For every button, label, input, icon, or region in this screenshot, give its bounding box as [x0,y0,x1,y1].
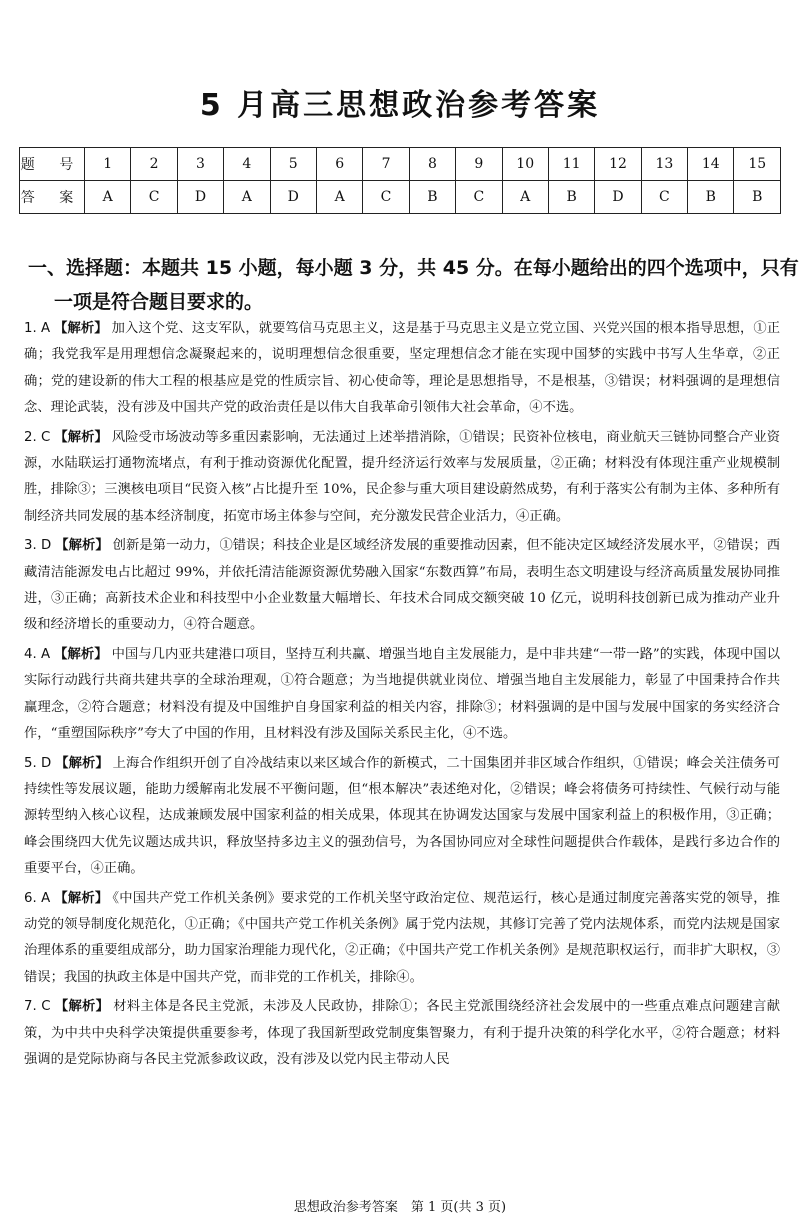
list-item [24,533,780,639]
list-item [24,316,780,422]
answer-cell: B [688,181,734,214]
answer-cell: C [131,181,177,214]
answer-table [19,147,781,214]
table-row-answers [20,181,781,214]
question-number: 5 [270,148,316,181]
question-number: 15 [734,148,781,181]
analysis-tag: 【解析】 [54,321,108,336]
answer-cell: C [363,181,409,214]
answer-cell: D [177,181,223,214]
item-text: 《中国共产党工作机关条例》要求党的工作机关坚守政治定位、规范运行，核心是通过制度完善落实党的领导，推动党的领导制度化规范化，①正确；《中国共产党工作机关条例》属于党内法规，其修订完善了党内法规体系，而党内法规是国家治理体系的重要组成部分，助力国家治理能力现代化，②正确；《中国共产党工作机关条例》是规范职权运行，而非扩大职权，③错误；我国的执政主体是中国共产党，而非党的工作机关，排除④。 [24,890,780,985]
item-number: 6. A [24,890,51,906]
answer-cell: A [85,181,131,214]
list-item [24,425,780,531]
item-number: 1. A [24,321,51,336]
answer-cell: B [548,181,594,214]
page-title: 5 月高三思想政治参考答案 [199,88,601,123]
question-number: 10 [502,148,548,181]
answer-cell: C [641,181,687,214]
item-text: 加入这个党、这支军队，就要笃信马克思主义，这是基于马克思主义是立党立国、兴党兴国的根本指导思想，①正确；我党我军是用理想信念凝聚起来的，说明理想信念很重要，坚定理想信念才能在实现中国梦的实践中书写人生华章，②正确；党的建设新的伟大工程的根基应是党的性质宗旨、初心使命等，理论是思想指导，不是根基，③错误；材料强调的是理想信念、理论武装，没有涉及中国共产党的政治责任是以伟大自我革命引领伟大社会革命，④不选。 [24,321,781,416]
explanation-list [24,316,780,1076]
answer-cell: A [316,181,362,214]
question-number: 2 [131,148,177,181]
question-number: 8 [409,148,455,181]
analysis-tag: 【解析】 [55,755,109,771]
analysis-tag: 【解析】 [54,890,109,906]
row-label-number: 题 号 [20,148,85,181]
item-text: 上海合作组织开创了自冷战结束以来区域合作的新模式，二十国集团并非区域合作组织，①错误；峰会关注债务可持续性等发展议题，能助力缓解南北发展不平衡问题，但“根本解决”表述绝对化，②错误；峰会将债务可持续性、气候行动与能源转型纳入核心议程，达成兼顾发展中国家利益的相关成果，体现其在协调发达国家与发展中国家利益上的积极作用，③正确；峰会围绕四大优先议题达成共识，释放坚持多边主义的强劲信号，为各国协同应对全球性问题提供合作载体，是践行多边合作的重要平台，④正确。 [24,755,781,877]
question-number: 12 [595,148,641,181]
list-item [24,642,780,748]
analysis-tag: 【解析】 [55,538,109,554]
question-number: 9 [456,148,502,181]
list-item [24,751,780,883]
question-number: 3 [177,148,223,181]
answer-cell: A [502,181,548,214]
item-number: 3. D [24,538,52,554]
item-text: 材料主体是各民主党派，未涉及人民政协，排除①；各民主党派围绕经济社会发展中的一些重点难点问题建言献策，为中共中央科学决策提供重要参考，体现了我国新型政党制度集智聚力，有利于提升决策的科学化水平，②符合题意；材料强调的是党际协商与各民主党派参政议政，没有涉及以党内民主带动人民 [24,999,781,1067]
analysis-tag: 【解析】 [54,646,108,662]
answer-cell: B [409,181,455,214]
row-label-answer: 答 案 [20,181,85,214]
answer-cell: C [456,181,502,214]
item-text: 风险受市场波动等多重因素影响，无法通过上述举措消除，①错误；民资补位核电，商业航天三链协同整合产业资源，水陆联运打通物流堵点，有利于推动资源优化配置，提升经济运行效率与发展质量，②正确；材料没有体现注重产业规模制胜，排除③；三澳核电项目“民资入核”占比提升至 10%，民企参与重大项目建设蔚然成势，有利于落实公有制为主体、多种所有制经济共同发展的基本经济制度，拓宽市场主体参与空间，充分激发民营企业活力，④正确。 [24,429,781,524]
question-number: 14 [688,148,734,181]
table-row-numbers [20,148,781,181]
answer-cell: B [734,181,781,214]
page-footer: 思想政治参考答案 第 1 页(共 3 页) [293,1200,507,1215]
question-number: 4 [224,148,270,181]
answer-cell: D [595,181,641,214]
question-number: 11 [548,148,594,181]
analysis-tag: 【解析】 [54,999,110,1015]
item-text: 创新是第一动力，①错误；科技企业是区域经济发展的重要推动因素，但不能决定区域经济发展水平，②错误；西藏清洁能源发电占比超过 99%，并依托清洁能源资源优势融入国家“东数西算”布局，表明生态文明建设与经济高质量发展协同推进，③正确；高新技术企业和科技型中小企业数量大幅增长、年技术合同成交额突破 10 亿元，说明科技创新已成为推动产业升级和经济增长的重要动力，④符合题意。 [24,538,781,633]
question-number: 7 [363,148,409,181]
answer-cell: A [224,181,270,214]
question-number: 13 [641,148,687,181]
section-heading: 一、选择题：本题共 15 小题，每小题 3 分，共 45 分。在每小题给出的四个选项中，只有一项是符合题目要求的。 [28,257,799,313]
list-item [24,994,780,1073]
item-number: 7. C [24,999,51,1015]
answer-cell: D [270,181,316,214]
analysis-tag: 【解析】 [54,429,108,445]
item-number: 4. A [24,646,51,662]
item-number: 2. C [24,429,51,445]
question-number: 1 [85,148,131,181]
question-number: 6 [316,148,362,181]
list-item [24,886,780,992]
item-number: 5. D [24,755,52,771]
item-text: 中国与几内亚共建港口项目，坚持互利共赢、增强当地自主发展能力，是中非共建“一带一路”的实践，体现中国以实际行动践行共商共建共享的全球治理观，①符合题意；为当地提供就业岗位、增强当地自主发展能力，彰显了中国秉持合作共赢理念，②符合题意；材料没有提及中国维护自身国家利益的相关内容，排除③；材料强调的是中国与发展中国家的务实经济合作，“重塑国际秩序”夸大了中国的作用，且材料没有涉及国际关系民主化，④不选。 [24,646,780,742]
